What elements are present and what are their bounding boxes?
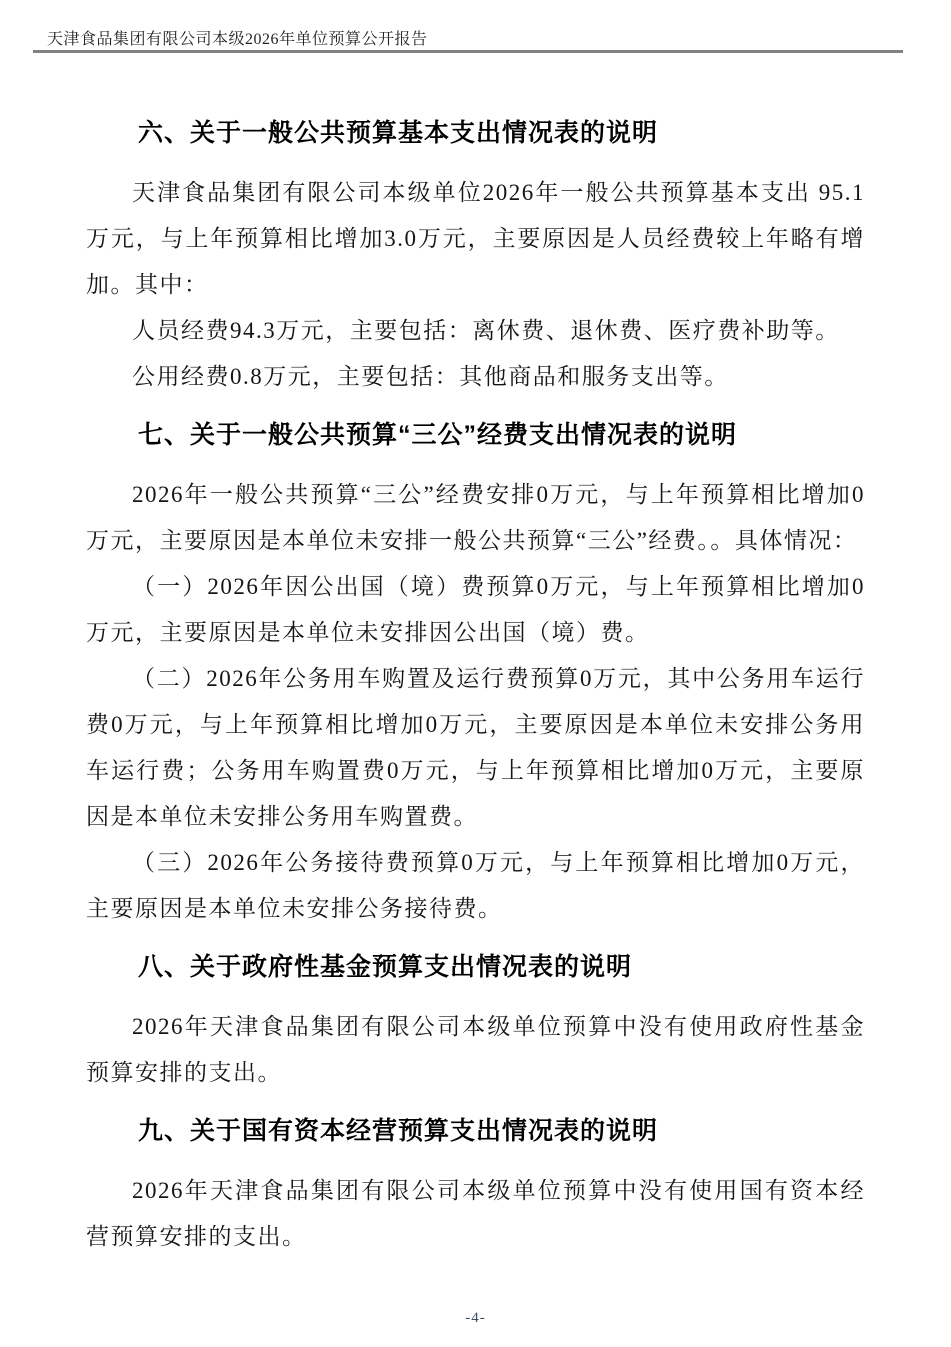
paragraph-three-public-summary: 2026年一般公共预算“三公”经费安排0万元，与上年预算相比增加0万元，主要原因是本单位未安排一般公共预算“三公”经费。。具体情况： bbox=[86, 482, 865, 553]
page-footer bbox=[0, 1310, 951, 1327]
section-heading-basic-expenditure: 六、关于一般公共预算基本支出情况表的说明 bbox=[138, 119, 659, 147]
paragraph-official-vehicles: （二）2026年公务用车购置及运行费预算0万元，其中公务用车运行费0万元，与上年预算相比增加0万元，主要原因是本单位未安排公务用车运行费；公务用车购置费0万元，与上年预算相比增加0万元，主要原因是本单位未安排公务用车购置费。 bbox=[86, 666, 865, 829]
section-heading-state-capital-budget: 九、关于国有资本经营预算支出情况表的说明 bbox=[138, 1117, 659, 1145]
page-number: -4- bbox=[465, 1310, 486, 1326]
section-heading-three-public-funds: 七、关于一般公共预算“三公”经费支出情况表的说明 bbox=[138, 421, 738, 449]
paragraph-public-expense: 公用经费0.8万元，主要包括：其他商品和服务支出等。 bbox=[132, 364, 729, 389]
paragraph-government-fund-budget: 2026年天津食品集团有限公司本级单位预算中没有使用政府性基金预算安排的支出。 bbox=[86, 1014, 865, 1085]
paragraph-overseas-travel: （一）2026年因公出国（境）费预算0万元，与上年预算相比增加0万元，主要原因是本单位未安排因公出国（境）费。 bbox=[86, 574, 865, 645]
paragraph-personnel-expense: 人员经费94.3万元，主要包括：离休费、退休费、医疗费补助等。 bbox=[132, 318, 840, 343]
paragraph-basic-expenditure-summary: 天津食品集团有限公司本级单位2026年一般公共预算基本支出 95.1万元，与上年预算相比增加3.0万元，主要原因是人员经费较上年略有增加。其中： bbox=[86, 180, 865, 297]
section-heading-government-fund-budget: 八、关于政府性基金预算支出情况表的说明 bbox=[138, 953, 633, 981]
document-content bbox=[86, 110, 865, 1260]
header-rule bbox=[33, 50, 903, 53]
running-header-title: 天津食品集团有限公司本级2026年单位预算公开报告 bbox=[47, 31, 428, 48]
paragraph-state-capital-budget: 2026年天津食品集团有限公司本级单位预算中没有使用国有资本经营预算安排的支出。 bbox=[86, 1178, 865, 1249]
paragraph-official-reception: （三）2026年公务接待费预算0万元，与上年预算相比增加0万元，主要原因是本单位未安排公务接待费。 bbox=[86, 850, 865, 921]
